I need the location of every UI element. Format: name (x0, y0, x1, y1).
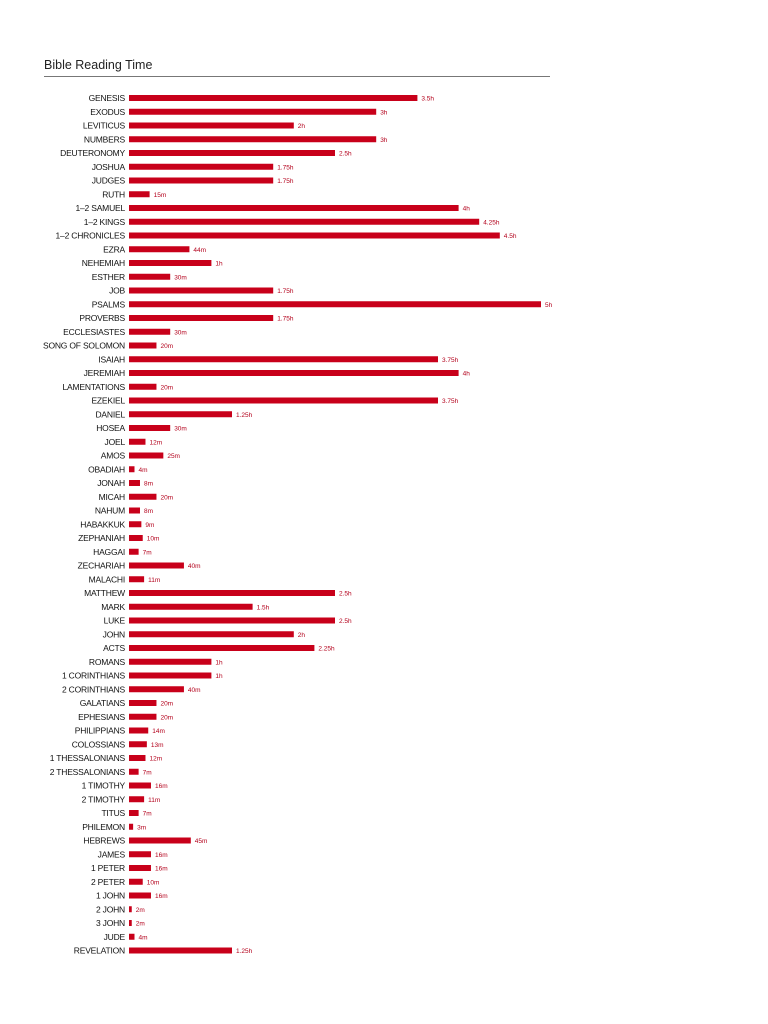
data-label: 11m (148, 796, 161, 804)
category-label: 1 CORINTHIANS (61, 670, 125, 681)
bar (129, 535, 143, 541)
data-label: 1.75h (277, 178, 294, 185)
bar (129, 893, 151, 899)
category-label: ACTS (103, 643, 125, 653)
bar (129, 274, 170, 280)
bar (129, 329, 170, 335)
category-label: HAGGAI (93, 546, 125, 557)
data-label: 1.75h (277, 288, 294, 295)
bar (129, 865, 151, 871)
bar (129, 411, 232, 417)
category-label: 1 TIMOTHY (81, 780, 125, 791)
category-label: 2 TIMOTHY (81, 794, 125, 805)
data-label: 5h (545, 301, 553, 309)
data-label: 40m (187, 563, 201, 570)
category-label: HOSEA (96, 423, 125, 433)
data-label: 13m (150, 741, 164, 749)
bar (129, 494, 156, 500)
category-label: EPHESIANS (78, 711, 125, 722)
bar (129, 178, 273, 184)
bar (129, 948, 232, 954)
bar (129, 631, 294, 637)
category-label: JUDE (103, 931, 125, 942)
bar (129, 164, 273, 170)
category-label: HABAKKUK (80, 519, 125, 530)
bar (129, 123, 294, 129)
category-label: RUTH (102, 189, 125, 200)
bar (129, 879, 143, 885)
category-label: MICAH (98, 491, 125, 502)
data-label: 7m (142, 769, 152, 777)
bar (129, 109, 376, 115)
data-label: 1.5h (256, 604, 270, 612)
category-label: MATTHEW (84, 588, 125, 598)
category-label: DEUTERONOMY (60, 148, 125, 158)
bar (129, 906, 132, 912)
category-label: ZEPHANIAH (78, 533, 125, 543)
data-label: 12m (149, 755, 163, 763)
data-label: 1h (215, 260, 223, 268)
category-label: NEHEMIAH (81, 258, 125, 268)
bar (129, 343, 156, 349)
data-label: 3h (380, 109, 388, 117)
category-label: 2 THESSALONIANS (49, 766, 125, 777)
bar (129, 645, 314, 651)
category-label: TITUS (101, 808, 125, 818)
category-label: PSALMS (91, 299, 125, 310)
data-label: 16m (154, 865, 168, 873)
bar (129, 398, 438, 404)
category-label: 2 JOHN (95, 904, 125, 915)
bar (129, 686, 184, 692)
data-label: 1.75h (277, 315, 294, 323)
category-label: SONG OF SOLOMON (42, 340, 125, 351)
category-label: JOEL (104, 436, 125, 447)
bar (129, 659, 211, 665)
data-label: 44m (193, 246, 207, 254)
data-label: 4.5h (503, 233, 517, 240)
category-label: JOSHUA (91, 161, 125, 172)
bar (129, 508, 140, 514)
data-label: 11m (148, 576, 161, 584)
data-label: 20m (160, 494, 174, 502)
bar (129, 673, 211, 679)
category-label: NAHUM (94, 505, 125, 516)
bar (129, 356, 438, 362)
bar (129, 934, 134, 940)
category-label: AMOS (100, 450, 125, 461)
data-label: 15m (153, 191, 167, 199)
bar (129, 425, 170, 431)
category-label: JONAH (97, 478, 125, 488)
category-label: 1–2 KINGS (83, 216, 125, 227)
category-label: OBADIAH (88, 464, 125, 475)
category-label: JOB (109, 285, 125, 296)
bar (129, 576, 144, 582)
data-label: 2h (297, 631, 306, 639)
data-label: 14m (152, 728, 165, 735)
bar (129, 755, 145, 761)
category-label: ESTHER (91, 271, 125, 282)
data-label: 7m (142, 549, 152, 557)
bar (129, 549, 139, 555)
category-label: PHILIPPIANS (74, 725, 125, 736)
data-label: 40m (187, 686, 201, 694)
data-label: 1h (215, 673, 223, 680)
category-label: 3 JOHN (95, 918, 125, 928)
bar (129, 796, 144, 802)
data-label: 2.25h (318, 645, 335, 653)
data-label: 2m (135, 920, 145, 928)
data-label: 20m (160, 384, 174, 392)
category-label: ROMANS (88, 656, 125, 667)
category-label: EXODUS (90, 106, 125, 117)
bar (129, 453, 163, 459)
category-label: 1 PETER (90, 863, 125, 873)
category-label: MARK (101, 601, 125, 612)
category-label: JOHN (102, 629, 125, 640)
bar (129, 783, 151, 789)
data-label: 1.25h (236, 411, 253, 419)
data-label: 20m (160, 343, 174, 350)
category-label: JAMES (97, 849, 125, 860)
bar (129, 618, 335, 624)
category-label: 1–2 CHRONICLES (55, 230, 125, 241)
category-label: ISAIAH (98, 354, 125, 365)
bar (129, 920, 132, 926)
category-label: REVELATION (73, 945, 125, 956)
bar (129, 260, 211, 266)
bar (129, 205, 459, 211)
bar (129, 824, 133, 830)
data-label: 2.5h (339, 150, 352, 158)
data-label: 16m (154, 783, 168, 790)
bar (129, 288, 273, 294)
bar (129, 769, 139, 775)
bar (129, 150, 335, 156)
bar (129, 741, 147, 747)
category-label: EZEKIEL (91, 395, 125, 406)
category-label: NUMBERS (83, 134, 125, 145)
category-label: COLOSSIANS (71, 739, 125, 750)
category-label: DANIEL (95, 409, 125, 420)
category-label: GENESIS (88, 93, 125, 103)
bar (129, 714, 156, 720)
category-label: 1 THESSALONIANS (49, 753, 125, 763)
bar (129, 604, 253, 610)
data-label: 2h (297, 123, 306, 130)
bar (129, 233, 500, 239)
category-label: EZRA (103, 244, 125, 255)
bar (129, 384, 156, 390)
data-label: 8m (143, 480, 154, 488)
category-label: 2 CORINTHIANS (61, 684, 125, 695)
data-label: 1h (215, 659, 223, 667)
bar (129, 191, 150, 197)
category-label: PROVERBS (79, 313, 125, 323)
data-label: 10m (146, 879, 160, 887)
data-label: 30m (174, 425, 187, 433)
bar (129, 810, 139, 816)
category-label: LAMENTATIONS (62, 381, 125, 392)
data-label: 16m (154, 893, 168, 900)
bar (129, 563, 184, 569)
bar (129, 136, 376, 142)
bar (129, 246, 189, 252)
bar (129, 728, 148, 734)
bar (129, 315, 273, 321)
category-label: ECCLESIASTES (63, 326, 125, 337)
data-label: 30m (174, 274, 187, 282)
data-label: 8m (143, 508, 154, 515)
category-label: 1–2 SAMUEL (75, 203, 125, 213)
bar (129, 466, 134, 472)
data-label: 1.75h (277, 164, 294, 172)
data-label: 3h (380, 136, 388, 144)
bar (129, 590, 335, 596)
bar (129, 838, 191, 844)
bar (129, 219, 479, 225)
category-label: PHILEMON (82, 821, 125, 832)
bar (129, 851, 151, 857)
data-label: 30m (174, 329, 187, 337)
data-label: 10m (146, 535, 160, 543)
data-label: 12m (149, 439, 163, 447)
data-label: 9m (145, 521, 155, 529)
bar (129, 95, 417, 101)
data-label: 45m (194, 838, 208, 845)
category-label: GALATIANS (79, 698, 125, 708)
category-label: LUKE (103, 615, 125, 626)
category-label: MALACHI (88, 574, 125, 585)
category-label: JEREMIAH (83, 368, 125, 378)
data-label: 16m (154, 851, 168, 859)
category-label: JUDGES (91, 175, 125, 186)
bar (129, 521, 141, 527)
chart-title: Bible Reading Time (44, 58, 153, 72)
data-label: 4m (138, 934, 148, 942)
data-label: 7m (142, 810, 152, 818)
category-label: 1 JOHN (95, 890, 125, 901)
category-label: 2 PETER (90, 876, 125, 887)
bar (129, 480, 140, 486)
data-label: 4h (462, 370, 470, 378)
data-label: 3m (137, 824, 147, 832)
category-label: LEVITICUS (82, 120, 125, 131)
data-label: 20m (160, 714, 174, 722)
data-label: 1.25h (236, 948, 253, 955)
category-label: HEBREWS (83, 835, 125, 846)
data-label: 4m (138, 466, 148, 474)
bar (129, 439, 145, 445)
data-label: 2m (135, 906, 145, 914)
data-label: 4.25h (483, 219, 500, 227)
data-label: 3.5h (421, 95, 435, 103)
data-label: 25m (167, 453, 180, 460)
data-label: 3.75h (442, 398, 459, 405)
bar (129, 370, 459, 376)
data-label: 20m (160, 700, 174, 708)
data-label: 4h (462, 205, 470, 213)
category-label: ZECHARIAH (77, 560, 125, 571)
bar (129, 700, 156, 706)
bar (129, 301, 541, 307)
data-label: 2.5h (339, 618, 352, 625)
data-label: 2.5h (339, 590, 352, 598)
data-label: 3.75h (442, 356, 459, 364)
